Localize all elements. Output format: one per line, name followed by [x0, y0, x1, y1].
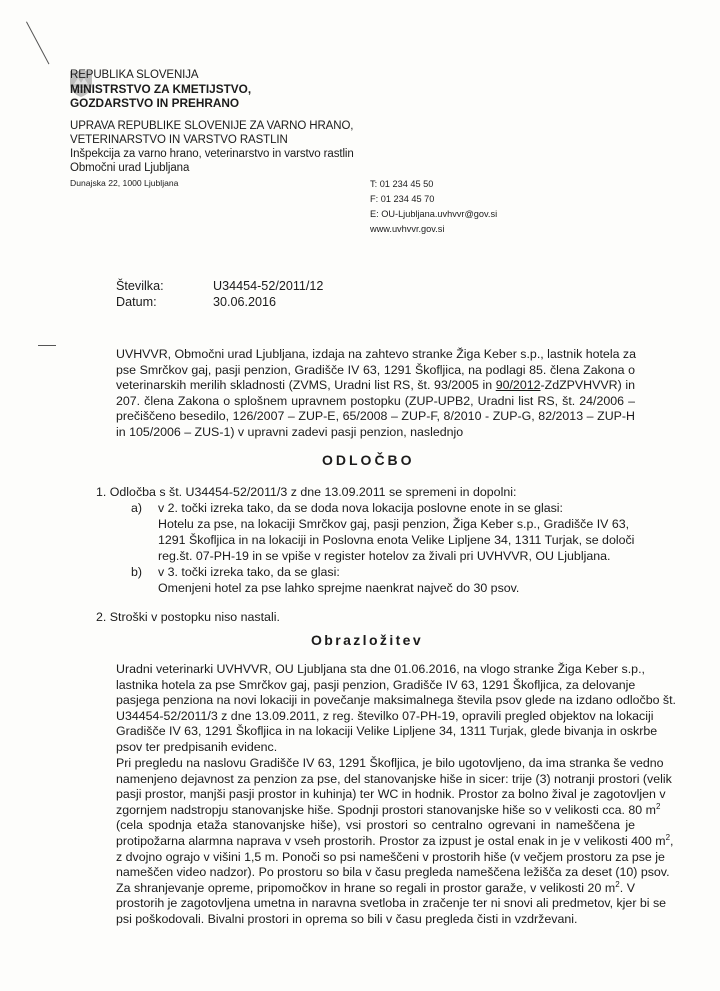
- phone-number: T: 01 234 45 50: [370, 179, 434, 189]
- ministry-line-1: MINISTRSTVO ZA KMETIJSTVO,: [70, 82, 252, 96]
- ministry-line-2: GOZDARSTVO IN PREHRANO: [70, 96, 240, 110]
- intro-line: in 105/2006 – ZUS-1) v upravni zadevi pasji penzion, naslednjo: [116, 424, 464, 439]
- office-name: Območni urad Ljubljana: [70, 162, 190, 174]
- intro-line: pse Smrčkov gaj, pasji penzion, Gradišče IV 63, 1291 Škofljica, na podlagi 85. člena Zakona o: [116, 362, 635, 377]
- decision-title: ODLOČBO: [322, 452, 415, 468]
- intro-line: 207. člena Zakona o splošnem upravnem postopku (ZUP-UPB2, Uradni list RS, št. 24/2006 –: [116, 393, 635, 408]
- item-b-marker: b): [131, 565, 143, 579]
- square-superscript: 2: [665, 832, 671, 842]
- intro-underlined: 90/2012: [495, 378, 541, 393]
- reasoning-line: prostorih je zagotovljena umetna in naravna svetloba in zračenje ter ni snovi ali predmetov, kjer bi se: [116, 896, 667, 911]
- intro-text: -ZdZPVHVVR) in: [540, 378, 635, 393]
- reasoning-line: Pri pregledu na naslovu Gradišče IV 63, 1291 Škofljica, je bilo ugotovljeno, da ima stranka še vedno: [116, 756, 664, 770]
- intro-paragraph: [116, 347, 635, 441]
- reasoning-line: psov ter predpisanih evidenc.: [116, 739, 278, 754]
- reasoning-line: z dvojno ograjo v višini 1,5 m. Ponoči so psi nameščeni v prostorih hiše (v večjem prostoru za pse je: [116, 849, 665, 864]
- date-label: Datum:: [116, 295, 157, 309]
- reasoning-line: Gradišče IV 63, 1291 Škofljica in na lokaciji Velike Lipljene 34, 1311 Turjak, glede bivanja in oskrbe: [116, 724, 658, 739]
- decision-item-1: 1. Odločba s št. U34454-52/2011/3 z dne 13.09.2011 se spremeni in dopolni:: [96, 485, 517, 499]
- reasoning-text: . V: [619, 880, 635, 895]
- republic-name: REPUBLIKA SLOVENIJA: [70, 69, 199, 81]
- item-a-line: v 2. točki izreka tako, da se doda nova lokacija poslovne enote in se glasi:: [158, 501, 564, 515]
- intro-line: UVHVVR, Območni urad Ljubljana, izdaja na zahtevo stranke Žiga Keber s.p., lastnik hotela za: [116, 347, 636, 361]
- intro-line: prečiščeno besedilo, 126/2007 – ZUP-E, 65/2008 – ZUP-F, 8/2010 - ZUP-G, 82/2013 – ZUP-H: [116, 409, 635, 424]
- reasoning-line: lastnika hotela za pse Smrčkov gaj, pasji penzion, Gradišče IV 63, 1291 Škofljica, za delovanje: [116, 677, 636, 692]
- reasoning-line: pasjega penziona na novi lokaciji in povečanje maksimalnega števila psov glede na izdano odločbo št.: [116, 693, 676, 708]
- reasoning-line: nameščen video nadzor). Po prostoru so bila v času pregleda nameščena ležišča za deset (10) psov.: [116, 865, 670, 880]
- reasoning-line: namenjeno dejavnost za penzion za pse, del stanovanjske hiše in sicer: trije (3) notranji prostori (velik: [116, 771, 672, 786]
- reasoning-line: psi poškodovali. Bivalni prostori in oprema so bili v času pregleda čisti in vzdrževani.: [116, 911, 578, 926]
- reasoning-line: pasji prostor, manjši pasji prostor in kuhinja) ter WC in hodnik. Prostor za bolno žival je zagotovljen v: [116, 787, 666, 802]
- reasoning-text: ,: [670, 833, 674, 848]
- number-value: U34454-52/2011/12: [213, 279, 324, 293]
- intro-text: veterinarskih merilih skladnosti (ZVMS, Uradni list RS, št. 93/2005 in: [116, 378, 496, 393]
- item-a-line: Hotelu za pse, na lokaciji Smrčkov gaj, pasji penzion, Žiga Keber s.p., Gradišče IV 63,: [158, 517, 630, 531]
- reasoning-line: (cela spodnja etaža stanovanjske hiše), vsi prostori so centralno ogrevani in nameščena je: [116, 818, 635, 833]
- office-address: Dunajska 22, 1000 Ljubljana: [70, 178, 179, 188]
- scan-mark: [26, 22, 49, 65]
- square-superscript: 2: [615, 879, 620, 889]
- number-label: Številka:: [116, 279, 164, 293]
- reasoning-line: U34454-52/2011/3 z dne 13.09.2011, z reg. številko 07-PH-19, opravili pregled objektov na lokaciji: [116, 708, 654, 723]
- intro-line: [116, 378, 635, 394]
- reasoning-paragraph-1: [116, 662, 676, 756]
- reasoning-line: Uradni veterinarki UVHVVR, OU Ljubljana sta dne 01.06.2016, na vlogo stranke Žiga Keber s.p.,: [116, 662, 645, 676]
- item-b-line: v 3. točki izreka tako, da se glasi:: [158, 565, 340, 579]
- fax-number: F: 01 234 45 70: [370, 194, 435, 204]
- reasoning-text: zgornjem nadstropju stanovanjske hiše. Spodnji prostori stanovanjske hiše so v velikosti cca. 80 m: [116, 802, 656, 817]
- item-a-marker: a): [131, 501, 143, 515]
- admin-line-2: VETERINARSTVO IN VARSTVO RASTLIN: [70, 134, 288, 146]
- email-address: E: OU-Ljubljana.uvhvvr@gov.si: [370, 209, 498, 219]
- reasoning-line: [116, 801, 661, 819]
- reasoning-text: protipožarna alarmna naprava v vseh prostorih. Prostor za izpust je ostal enak in je v velikosti 400 m: [116, 833, 666, 848]
- reasoning-paragraph-2: [116, 756, 674, 928]
- reasoning-line: [116, 881, 635, 897]
- inspection-name: Inšpekcija za varno hrano, veterinarstvo in varstvo rastlin: [70, 148, 354, 160]
- margin-dash: [38, 345, 56, 346]
- website: www.uvhvvr.gov.si: [370, 224, 445, 234]
- item-a-line: 1291 Škofljica in na lokaciji in Poslovna enota Velike Lipljene 34, 1311 Turjak, se določi: [158, 533, 635, 547]
- reasoning-title: Obrazložitev: [311, 632, 424, 648]
- item-a-line: reg.št. 07-PH-19 in se vpiše v register hotelov za živali pri UVHVVR, OU Ljubljana.: [158, 549, 611, 563]
- item-b-line: Omenjeni hotel za pse lahko sprejme naenkrat največ do 30 psov.: [158, 581, 520, 595]
- admin-line-1: UPRAVA REPUBLIKE SLOVENIJE ZA VARNO HRANO,: [70, 120, 354, 132]
- date-value: 30.06.2016: [213, 295, 277, 309]
- square-superscript: 2: [655, 801, 661, 811]
- reasoning-text: Za shranjevanje opreme, pripomočkov in hrane so regali in prostor garaže, v velikosti 20 m: [116, 880, 616, 895]
- reasoning-line: [116, 832, 674, 850]
- decision-item-2: 2. Stroški v postopku niso nastali.: [96, 610, 280, 624]
